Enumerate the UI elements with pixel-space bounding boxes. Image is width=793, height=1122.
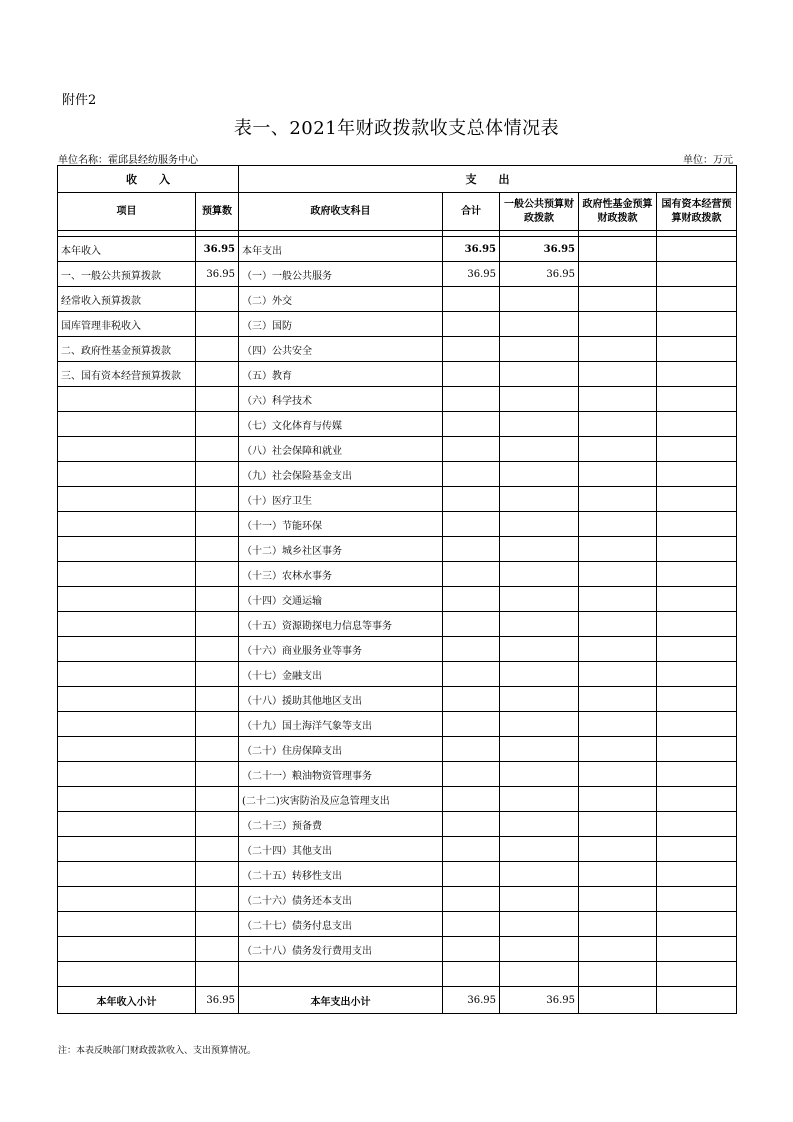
expense-general-cell: [500, 862, 579, 887]
general-budget-header: 一般公共预算财政拨款: [500, 193, 579, 231]
income-item-cell: [58, 662, 196, 687]
unit-name: 单位名称：霍邱县经纺服务中心: [58, 155, 198, 166]
expense-capital-cell: [657, 262, 737, 287]
expense-general-cell: [500, 787, 579, 812]
table-row: [58, 687, 737, 712]
expense-capital-cell: [657, 537, 737, 562]
expense-fund-cell: [579, 412, 657, 437]
income-value-cell: [196, 337, 239, 362]
table-row: [58, 787, 737, 812]
expense-total-cell: [443, 612, 500, 637]
income-item-cell: [58, 787, 196, 812]
expense-fund-cell: [579, 237, 657, 262]
fund-budget-header: 政府性基金预算财政拨款: [579, 193, 657, 231]
expense-fund-cell: [579, 862, 657, 887]
expense-total-cell: [443, 962, 500, 987]
expense-general-cell: [500, 837, 579, 862]
table-row: [58, 262, 737, 287]
expense-general-cell: [500, 287, 579, 312]
expense-subject-cell: （二十三）预备费: [239, 812, 443, 837]
income-value-cell: 36.95: [196, 237, 239, 262]
income-item-cell: [58, 812, 196, 837]
table-row: [58, 487, 737, 512]
expense-subject-cell: （一）一般公共服务: [239, 262, 443, 287]
income-value-cell: [196, 312, 239, 337]
expense-fund-cell: [579, 687, 657, 712]
expense-fund-cell: [579, 712, 657, 737]
expense-fund-cell: [579, 612, 657, 637]
expense-subject-cell: （六）科学技术: [239, 387, 443, 412]
expense-fund-cell: [579, 562, 657, 587]
expense-fund-cell: [579, 887, 657, 912]
total-header: 合计: [443, 193, 500, 231]
expense-general-cell: [500, 937, 579, 962]
expense-subtotal-total: 36.95: [443, 987, 500, 1014]
expense-total-cell: [443, 912, 500, 937]
income-item-cell: [58, 612, 196, 637]
expense-capital-cell: [657, 737, 737, 762]
expense-general-cell: [500, 462, 579, 487]
income-header: 收 入: [58, 166, 239, 193]
expense-subject-cell: （十三）农林水事务: [239, 562, 443, 587]
income-item-cell: [58, 687, 196, 712]
expense-total-cell: [443, 812, 500, 837]
expense-general-cell: [500, 487, 579, 512]
expense-capital-cell: [657, 837, 737, 862]
expense-capital-cell: [657, 962, 737, 987]
expense-fund-cell: [579, 787, 657, 812]
budget-header: 预算数: [196, 193, 239, 231]
table-row: [58, 862, 737, 887]
income-value-cell: [196, 912, 239, 937]
expense-subject-cell: （二）外交: [239, 287, 443, 312]
footnote: 注：本表反映部门财政拨款收入、支出预算情况。: [58, 1046, 257, 1056]
expense-general-cell: [500, 737, 579, 762]
income-item-cell: [58, 912, 196, 937]
expense-subject-cell: （十六）商业服务业等事务: [239, 637, 443, 662]
expense-total-cell: [443, 387, 500, 412]
income-value-cell: 36.95: [196, 262, 239, 287]
expense-fund-cell: [579, 512, 657, 537]
expense-fund-cell: [579, 337, 657, 362]
expense-general-cell: [500, 312, 579, 337]
expense-general-cell: [500, 512, 579, 537]
income-value-cell: [196, 437, 239, 462]
expense-subject-cell: （二十八）债务发行费用支出: [239, 937, 443, 962]
expense-general-cell: 36.95: [500, 237, 579, 262]
income-item-cell: [58, 637, 196, 662]
income-value-cell: [196, 762, 239, 787]
expense-total-cell: 36.95: [443, 237, 500, 262]
table-row: [58, 887, 737, 912]
expense-fund-cell: [579, 737, 657, 762]
expense-general-cell: [500, 587, 579, 612]
expense-fund-cell: [579, 387, 657, 412]
budget-table: [57, 165, 737, 1014]
expense-subject-cell: （三）国防: [239, 312, 443, 337]
expense-general-cell: [500, 912, 579, 937]
income-item-cell: 二、政府性基金预算拨款: [58, 337, 196, 362]
income-value-cell: [196, 537, 239, 562]
expense-general-cell: [500, 712, 579, 737]
income-item-cell: 本年收入: [58, 237, 196, 262]
income-value-cell: [196, 362, 239, 387]
income-subtotal-label: 本年收入小计: [58, 987, 196, 1014]
expense-subject-cell: （五）教育: [239, 362, 443, 387]
table-row: [58, 587, 737, 612]
income-value-cell: [196, 712, 239, 737]
expense-subject-cell: （十二）城乡社区事务: [239, 537, 443, 562]
expense-total-cell: 36.95: [443, 262, 500, 287]
expense-total-cell: [443, 637, 500, 662]
expense-subject-cell: （十八）援助其他地区支出: [239, 687, 443, 712]
income-item-cell: [58, 412, 196, 437]
expense-subtotal-capital: [657, 987, 737, 1014]
expense-total-cell: [443, 437, 500, 462]
expense-general-cell: [500, 962, 579, 987]
expense-capital-cell: [657, 487, 737, 512]
table-row: [58, 912, 737, 937]
income-item-cell: [58, 862, 196, 887]
expense-total-cell: [443, 687, 500, 712]
expense-capital-cell: [657, 937, 737, 962]
income-value-cell: [196, 512, 239, 537]
table-row: [58, 712, 737, 737]
table-row: [58, 287, 737, 312]
table-row: [58, 737, 737, 762]
expense-general-cell: [500, 662, 579, 687]
capital-budget-header: 国有资本经营预算财政拨款: [657, 193, 737, 231]
expense-subject-cell: （二十七）债务付息支出: [239, 912, 443, 937]
expense-subject-cell: （四）公共安全: [239, 337, 443, 362]
table-row: [58, 237, 737, 262]
expense-fund-cell: [579, 437, 657, 462]
expense-fund-cell: [579, 937, 657, 962]
expense-total-cell: [443, 787, 500, 812]
expense-total-cell: [443, 737, 500, 762]
expense-fund-cell: [579, 362, 657, 387]
expense-fund-cell: [579, 487, 657, 512]
expense-total-cell: [443, 712, 500, 737]
income-item-cell: 国库管理非税收入: [58, 312, 196, 337]
income-item-cell: [58, 387, 196, 412]
expense-capital-cell: [657, 237, 737, 262]
expense-capital-cell: [657, 712, 737, 737]
expense-fund-cell: [579, 662, 657, 687]
expense-total-cell: [443, 837, 500, 862]
income-item-cell: [58, 937, 196, 962]
table-row: [58, 387, 737, 412]
expense-fund-cell: [579, 312, 657, 337]
expense-subtotal-fund: [579, 987, 657, 1014]
income-item-cell: [58, 962, 196, 987]
expense-header: 支 出: [239, 166, 737, 193]
income-item-cell: [58, 512, 196, 537]
expense-general-cell: [500, 612, 579, 637]
expense-subject-cell: （十）医疗卫生: [239, 487, 443, 512]
expense-fund-cell: [579, 637, 657, 662]
expense-capital-cell: [657, 362, 737, 387]
income-item-cell: [58, 762, 196, 787]
table-row: [58, 462, 737, 487]
expense-capital-cell: [657, 762, 737, 787]
expense-fund-cell: [579, 962, 657, 987]
expense-total-cell: [443, 412, 500, 437]
income-item-cell: [58, 837, 196, 862]
expense-fund-cell: [579, 812, 657, 837]
expense-subject-cell: （九）社会保险基金支出: [239, 462, 443, 487]
expense-total-cell: [443, 662, 500, 687]
expense-capital-cell: [657, 337, 737, 362]
table-row: [58, 812, 737, 837]
expense-total-cell: [443, 462, 500, 487]
expense-total-cell: [443, 562, 500, 587]
income-value-cell: [196, 637, 239, 662]
table-row: [58, 512, 737, 537]
expense-total-cell: [443, 587, 500, 612]
expense-general-cell: [500, 337, 579, 362]
expense-subject-cell: （十九）国土海洋气象等支出: [239, 712, 443, 737]
expense-capital-cell: [657, 412, 737, 437]
attachment-label: 附件2: [62, 93, 97, 108]
expense-subject-cell: （十七）金融支出: [239, 662, 443, 687]
expense-total-cell: [443, 312, 500, 337]
income-value-cell: [196, 287, 239, 312]
table-row: [58, 562, 737, 587]
income-value-cell: [196, 787, 239, 812]
expense-general-cell: [500, 812, 579, 837]
income-value-cell: [196, 462, 239, 487]
expense-general-cell: [500, 437, 579, 462]
expense-capital-cell: [657, 562, 737, 587]
header-row-1: [58, 166, 737, 193]
expense-fund-cell: [579, 462, 657, 487]
income-value-cell: [196, 612, 239, 637]
expense-total-cell: [443, 862, 500, 887]
expense-capital-cell: [657, 662, 737, 687]
expense-subtotal-label: 本年支出小计: [239, 987, 443, 1014]
income-value-cell: [196, 887, 239, 912]
totals-row: [58, 987, 737, 1014]
table-row: [58, 837, 737, 862]
expense-capital-cell: [657, 612, 737, 637]
expense-total-cell: [443, 287, 500, 312]
table-row: [58, 412, 737, 437]
expense-capital-cell: [657, 687, 737, 712]
expense-capital-cell: [657, 437, 737, 462]
income-value-cell: [196, 962, 239, 987]
subject-header: 政府收支科目: [239, 193, 443, 231]
expense-total-cell: [443, 537, 500, 562]
expense-capital-cell: [657, 587, 737, 612]
income-item-cell: [58, 737, 196, 762]
income-value-cell: [196, 662, 239, 687]
expense-subject-cell: （七）文化体育与传媒: [239, 412, 443, 437]
expense-general-cell: [500, 637, 579, 662]
expense-total-cell: [443, 362, 500, 387]
table-row: [58, 937, 737, 962]
expense-fund-cell: [579, 587, 657, 612]
expense-capital-cell: [657, 462, 737, 487]
income-item-cell: 三、国有资本经营预算拨款: [58, 362, 196, 387]
income-subtotal-value: 36.95: [196, 987, 239, 1014]
expense-subject-cell: （二十四）其他支出: [239, 837, 443, 862]
income-value-cell: [196, 487, 239, 512]
table-row: [58, 437, 737, 462]
page-title: 表一、2021年财政拨款收支总体情况表: [233, 118, 560, 139]
income-item-cell: [58, 887, 196, 912]
expense-total-cell: [443, 762, 500, 787]
table-row: [58, 362, 737, 387]
expense-general-cell: [500, 562, 579, 587]
expense-capital-cell: [657, 887, 737, 912]
income-item-cell: [58, 437, 196, 462]
income-value-cell: [196, 837, 239, 862]
income-item-cell: [58, 712, 196, 737]
expense-fund-cell: [579, 262, 657, 287]
expense-subject-cell: （十五）资源勘探电力信息等事务: [239, 612, 443, 637]
expense-fund-cell: [579, 912, 657, 937]
expense-subject-cell: （二十一）粮油物资管理事务: [239, 762, 443, 787]
expense-capital-cell: [657, 862, 737, 887]
expense-subject-cell: （八）社会保障和就业: [239, 437, 443, 462]
income-item-cell: 一、一般公共预算拨款: [58, 262, 196, 287]
expense-capital-cell: [657, 637, 737, 662]
income-value-cell: [196, 937, 239, 962]
expense-general-cell: [500, 362, 579, 387]
expense-total-cell: [443, 937, 500, 962]
income-value-cell: [196, 562, 239, 587]
income-item-cell: [58, 562, 196, 587]
expense-general-cell: [500, 387, 579, 412]
expense-fund-cell: [579, 287, 657, 312]
expense-capital-cell: [657, 912, 737, 937]
table-row: [58, 337, 737, 362]
expense-capital-cell: [657, 387, 737, 412]
income-value-cell: [196, 737, 239, 762]
income-item-cell: [58, 587, 196, 612]
income-value-cell: [196, 587, 239, 612]
expense-subtotal-general: 36.95: [500, 987, 579, 1014]
table-row: [58, 312, 737, 337]
table-row: [58, 537, 737, 562]
expense-subject-cell: [239, 962, 443, 987]
table-row: [58, 637, 737, 662]
table-row: [58, 962, 737, 987]
expense-subject-cell: (二十二)灾害防治及应急管理支出: [239, 787, 443, 812]
expense-subject-cell: （十四）交通运输: [239, 587, 443, 612]
income-value-cell: [196, 812, 239, 837]
expense-capital-cell: [657, 787, 737, 812]
expense-total-cell: [443, 337, 500, 362]
income-item-cell: [58, 462, 196, 487]
item-header: 项目: [58, 193, 196, 231]
expense-general-cell: [500, 887, 579, 912]
expense-subject-cell: （二十五）转移性支出: [239, 862, 443, 887]
expense-capital-cell: [657, 312, 737, 337]
table-row: [58, 662, 737, 687]
table-row: [58, 762, 737, 787]
income-item-cell: 经常收入预算拨款: [58, 287, 196, 312]
expense-fund-cell: [579, 762, 657, 787]
expense-general-cell: [500, 412, 579, 437]
income-value-cell: [196, 387, 239, 412]
expense-fund-cell: [579, 537, 657, 562]
income-value-cell: [196, 687, 239, 712]
expense-capital-cell: [657, 287, 737, 312]
income-item-cell: [58, 487, 196, 512]
income-item-cell: [58, 537, 196, 562]
header-row-2: [58, 193, 737, 231]
expense-total-cell: [443, 887, 500, 912]
expense-capital-cell: [657, 812, 737, 837]
table-row: [58, 612, 737, 637]
income-value-cell: [196, 862, 239, 887]
expense-subject-cell: 本年支出: [239, 237, 443, 262]
expense-capital-cell: [657, 512, 737, 537]
income-value-cell: [196, 412, 239, 437]
expense-subject-cell: （二十六）债务还本支出: [239, 887, 443, 912]
unit-label: 单位：万元: [683, 155, 733, 166]
expense-general-cell: [500, 762, 579, 787]
expense-general-cell: [500, 537, 579, 562]
expense-fund-cell: [579, 837, 657, 862]
expense-total-cell: [443, 487, 500, 512]
expense-total-cell: [443, 512, 500, 537]
expense-subject-cell: （十一）节能环保: [239, 512, 443, 537]
expense-general-cell: 36.95: [500, 262, 579, 287]
expense-subject-cell: （二十）住房保障支出: [239, 737, 443, 762]
expense-general-cell: [500, 687, 579, 712]
